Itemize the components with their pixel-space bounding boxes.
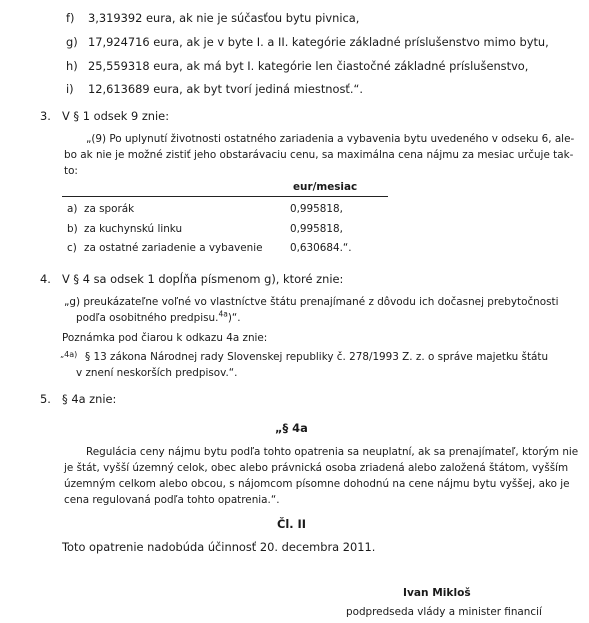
- paragraph-line: cena regulovaná podľa tohto opatrenia.“.: [64, 494, 280, 506]
- paragraph-line: územným celkom alebo obcou, s nájomcom písomne dohodnú na cene nájmu bytu vyššej, ako je: [64, 478, 570, 490]
- signature-name: Ivan Mikloš: [403, 587, 471, 599]
- list-label: i): [66, 82, 74, 96]
- row-item: za kuchynskú linku: [84, 223, 183, 235]
- section-heading: „§ 4a: [275, 421, 308, 435]
- row-value: 0,630684.“.: [290, 242, 352, 254]
- quote-text: podľa osobitného predpisu.: [76, 312, 219, 324]
- row-value: 0,995818,: [290, 223, 343, 235]
- paragraph-line: to:: [64, 165, 78, 177]
- table-rule: [62, 196, 388, 197]
- footnote-intro: Poznámka pod čiarou k odkazu 4a znie:: [62, 332, 268, 344]
- list-label: f): [66, 11, 75, 25]
- paragraph-line: je štát, vyšší územný celok, obec alebo právnická osoba zriadená alebo založená štátom, vyšším: [64, 462, 569, 474]
- point-intro: § 4a znie:: [62, 392, 117, 406]
- signature-title: podpredseda vlády a minister financií: [346, 606, 542, 618]
- paragraph-line: bo ak nie je možné zistiť jeho obstarávaciu cenu, sa maximálna cena nájmu za mesiac určuje tak-: [64, 149, 574, 161]
- list-text: 17,924716 eura, ak je v byte I. a II. kategórie základné príslušenstvo mimo bytu,: [88, 35, 549, 49]
- table-header: eur/mesiac: [293, 181, 358, 193]
- paragraph-line: „(9) Po uplynutí životnosti ostatného zariadenia a vybavenia bytu uvedeného v odseku 6, ale-: [86, 133, 575, 145]
- footnote-ref: 4a: [218, 309, 228, 319]
- quote-line: „g) preukázateľne voľné vo vlastníctve štátu prenajímané z dôvodu ich dočasnej prebytočnosti: [64, 296, 559, 308]
- quote-line: [76, 310, 241, 326]
- list-label: g): [66, 35, 78, 49]
- footnote-line: § 13 zákona Národnej rady Slovenskej republiky č. 278/1993 Z. z. o správe majetku štátu: [85, 351, 549, 363]
- row-label: a): [67, 203, 78, 215]
- quote-end: )“.: [227, 312, 241, 324]
- row-label: c): [67, 242, 77, 254]
- point-intro: V § 4 sa odsek 1 dopĺňa písmenom g), ktoré znie:: [62, 272, 344, 286]
- list-text: 12,613689 eura, ak byt tvorí jediná miestnosť.“.: [88, 82, 364, 96]
- point-number: 3.: [40, 109, 51, 123]
- article-heading: Čl. II: [277, 517, 307, 531]
- list-label: h): [66, 59, 78, 73]
- row-label: b): [67, 223, 78, 235]
- row-item: za sporák: [84, 203, 135, 215]
- row-value: 0,995818,: [290, 203, 343, 215]
- point-number: 5.: [40, 392, 51, 406]
- footnote-marker: „4a): [60, 350, 78, 359]
- list-text: 25,559318 eura, ak má byt I. kategórie len čiastočné základné príslušenstvo,: [88, 59, 529, 73]
- row-item: za ostatné zariadenie a vybavenie: [84, 242, 263, 254]
- list-text: 3,319392 eura, ak nie je súčasťou bytu pivnica,: [88, 11, 360, 25]
- footnote-line: v znení neskorších predpisov.“.: [76, 367, 238, 379]
- point-intro: V § 1 odsek 9 znie:: [62, 109, 170, 123]
- article-text: Toto opatrenie nadobúda účinnosť 20. decembra 2011.: [62, 540, 376, 554]
- paragraph-line: Regulácia ceny nájmu bytu podľa tohto opatrenia sa neuplatní, ak sa prenajímateľ, ktorým nie: [86, 446, 579, 458]
- point-number: 4.: [40, 272, 51, 286]
